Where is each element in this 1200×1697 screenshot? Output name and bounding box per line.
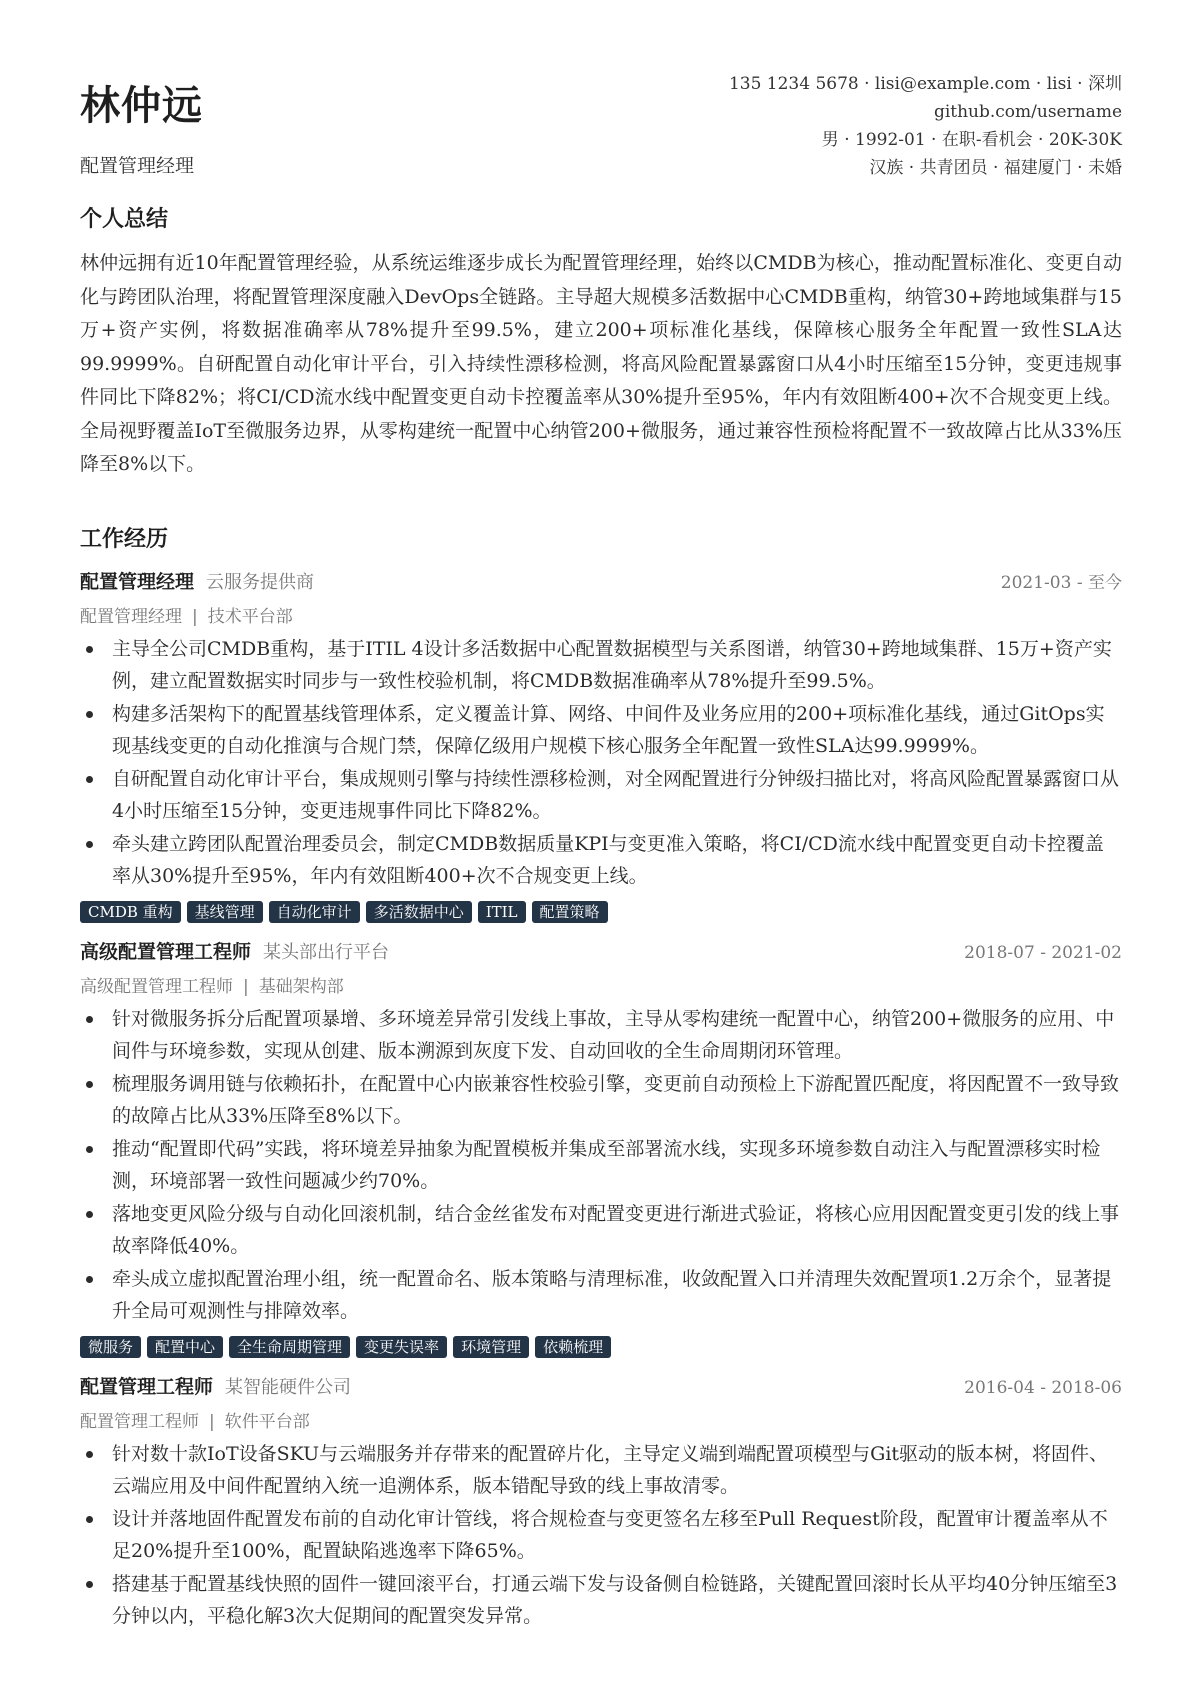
job-bullets [80, 1438, 1122, 1633]
bullet-item: 构建多活架构下的配置基线管理体系，定义覆盖计算、网络、中间件及业务应用的200+项标准化基线，通过GitOps实现基线变更的自动化推演与合规门禁，保障亿级用户规模下核心服务全年配置一致性SLA达99.9999%。 [80, 698, 1122, 763]
bullet-item: 设计并落地固件配置发布前的自动化审计管线，将合规检查与变更签名左移至Pull Request阶段，配置审计覆盖率从不足20%提升至100%，配置缺陷逃逸率下降65%。 [80, 1503, 1122, 1568]
contact-info [729, 70, 1122, 182]
skill-tags [80, 901, 1122, 923]
bullet-item: 推动“配置即代码”实践，将环境差异抽象为配置模板并集成至部署流水线，实现多环境参数自动注入与配置漂移实时检测，环境部署一致性问题减少约70%。 [80, 1133, 1122, 1198]
job-header [80, 1372, 1122, 1399]
job-bullets [80, 1003, 1122, 1328]
contact-line: 135 1234 5678 · lisi@example.com · lisi · 深圳 [728, 74, 1122, 94]
job-company: 某头部出行平台 [263, 941, 390, 963]
job-position: 配置管理经理 [80, 606, 182, 627]
job-role: 高级配置管理工程师 [80, 940, 252, 963]
job-company: 云服务提供商 [206, 571, 315, 593]
skill-tag: 自动化审计 [269, 901, 360, 923]
skill-tag: 依赖梳理 [535, 1336, 611, 1358]
bullet-item: 自研配置自动化审计平台，集成规则引擎与持续性漂移检测，对全网配置进行分钟级扫描比对，将高风险配置暴露窗口从4小时压缩至15分钟，变更违规事件同比下降82%。 [80, 763, 1122, 828]
job-role-company [80, 567, 314, 594]
summary-text: 林仲远拥有近10年配置管理经验，从系统运维逐步成长为配置管理经理，始终以CMDB为核心，推动配置标准化、变更自动化与跨团队治理，将配置管理深度融入DevOps全链路。主导超大规模多活数据中心CMDB重构，纳管30+跨地域集群与15万+资产实例，将数据准确率从78%提升至99.5%，建立200+项标准化基线，保障核心服务全年配置一致性SLA达99.9999%。自研配置自动化审计平台，引入持续性漂移检测，将高风险配置暴露窗口从4小时压缩至15分钟，变更违规事件同比下降82%；将CI/CD流水线中配置变更自动卡控覆盖率从30%提升至95%，年内有效阻断400+次不合规变更上线。全局视野覆盖IoT至微服务边界，从零构建统一配置中心纳管200+微服务，通过兼容性预检将配置不一致故障占比从33%压降至8%以下。 [80, 252, 1122, 475]
work-experience-list [80, 567, 1122, 1633]
skill-tag: CMDB 重构 [80, 901, 181, 923]
candidate-name: 林仲远 [80, 82, 203, 129]
contact-line: 男 · 1992-01 · 在职-看机会 · 20K-30K [821, 130, 1122, 150]
job-department: 软件平台部 [224, 1411, 310, 1432]
job-date: 2018-07 - 2021-02 [964, 942, 1122, 963]
skill-tag: 配置策略 [532, 901, 608, 923]
contact-line: 汉族 · 共青团员 · 福建厦门 · 未婚 [869, 158, 1122, 178]
bullet-item: 针对微服务拆分后配置项暴增、多环境差异常引发线上事故，主导从零构建统一配置中心，纳管200+微服务的应用、中间件与环境参数，实现从创建、版本溯源到灰度下发、自动回收的全生命周期闭环管理。 [80, 1003, 1122, 1068]
bullet-item: 牵头成立虚拟配置治理小组，统一配置命名、版本策略与清理标准，收敛配置入口并清理失效配置项1.2万余个，显著提升全局可观测性与排障效率。 [80, 1263, 1122, 1328]
resume-header [80, 70, 1122, 182]
contact-line: github.com/username [933, 102, 1122, 122]
job-date: 2016-04 - 2018-06 [964, 1377, 1122, 1398]
job-header [80, 937, 1122, 964]
job-role: 配置管理经理 [80, 570, 195, 593]
job-header [80, 567, 1122, 594]
job-entry [80, 1372, 1122, 1633]
job-department: 技术平台部 [207, 606, 293, 627]
skill-tags [80, 1336, 1122, 1358]
skill-tag: 环境管理 [453, 1336, 529, 1358]
job-role-company [80, 937, 389, 964]
skill-tag: 多活数据中心 [366, 901, 472, 923]
skill-tag: 全生命周期管理 [229, 1336, 350, 1358]
bullet-item: 牵头建立跨团队配置治理委员会，制定CMDB数据质量KPI与变更准入策略，将CI/CD流水线中配置变更自动卡控覆盖率从30%提升至95%，年内有效阻断400+次不合规变更上线。 [80, 828, 1122, 893]
bullet-item: 主导全公司CMDB重构，基于ITIL 4设计多活数据中心配置数据模型与关系图谱，纳管30+跨地域集群、15万+资产实例，建立配置数据实时同步与一致性校验机制，将CMDB数据准确率从78%提升至99.5%。 [80, 633, 1122, 698]
separator: | [209, 1411, 215, 1432]
job-date: 2021-03 - 至今 [1000, 572, 1122, 593]
skill-tag: 微服务 [80, 1336, 141, 1358]
job-company: 某智能硬件公司 [225, 1376, 352, 1398]
job-subtitle [80, 602, 1122, 627]
bullet-item: 搭建基于配置基线快照的固件一键回滚平台，打通云端下发与设备侧自检链路，关键配置回滚时长从平均40分钟压缩至3分钟以内，平稳化解3次大促期间的配置突发异常。 [80, 1568, 1122, 1633]
bullet-item: 针对数十款IoT设备SKU与云端服务并存带来的配置碎片化，主导定义端到端配置项模型与Git驱动的版本树，将固件、云端应用及中间件配置纳入统一追溯体系，版本错配导致的线上事故清零。 [80, 1438, 1122, 1503]
job-entry [80, 567, 1122, 923]
job-department: 基础架构部 [258, 976, 344, 997]
identity-block [80, 70, 203, 178]
summary-heading: 个人总结 [80, 206, 169, 232]
job-bullets [80, 633, 1122, 893]
job-subtitle [80, 1407, 1122, 1432]
skill-tag: 配置中心 [147, 1336, 223, 1358]
bullet-item: 梳理服务调用链与依赖拓扑，在配置中心内嵌兼容性校验引擎，变更前自动预检上下游配置匹配度，将因配置不一致导致的故障占比从33%压降至8%以下。 [80, 1068, 1122, 1133]
job-role-company [80, 1372, 351, 1399]
job-role: 配置管理工程师 [80, 1375, 214, 1398]
separator: | [192, 606, 198, 627]
job-entry [80, 937, 1122, 1358]
job-position: 配置管理工程师 [80, 1411, 199, 1432]
job-position: 高级配置管理工程师 [80, 976, 233, 997]
separator: | [243, 976, 249, 997]
candidate-title: 配置管理经理 [80, 155, 195, 177]
skill-tag: ITIL [478, 901, 526, 923]
work-heading: 工作经历 [80, 525, 169, 552]
skill-tag: 变更失误率 [356, 1336, 447, 1358]
job-subtitle [80, 972, 1122, 997]
bullet-item: 落地变更风险分级与自动化回滚机制，结合金丝雀发布对配置变更进行渐进式验证，将核心应用因配置变更引发的线上事故率降低40%。 [80, 1198, 1122, 1263]
skill-tag: 基线管理 [187, 901, 263, 923]
